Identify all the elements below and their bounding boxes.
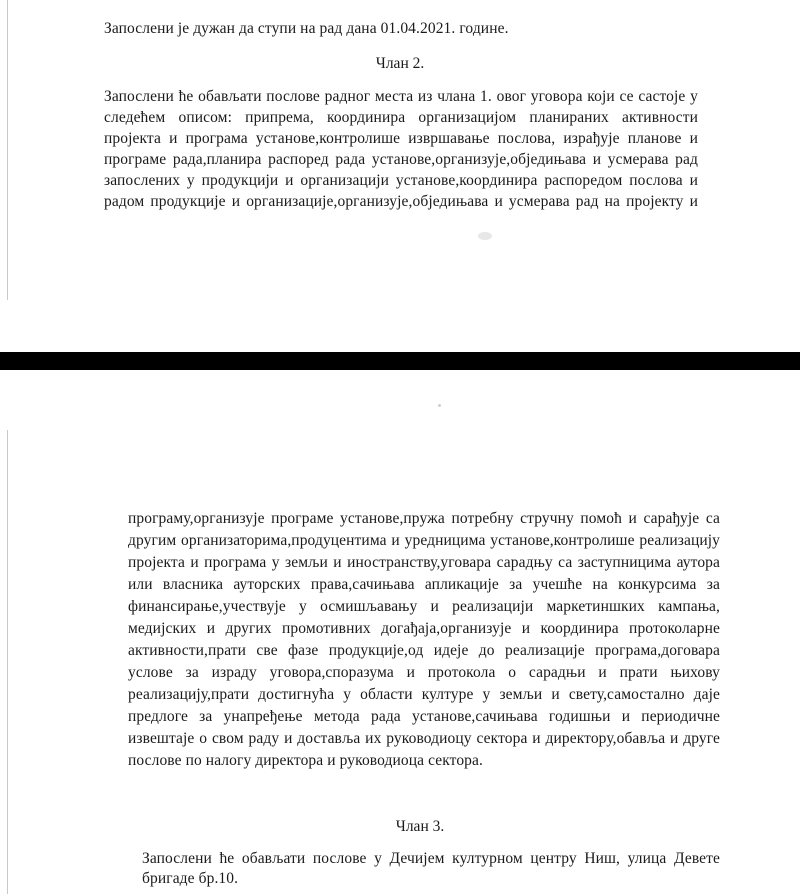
- closing-line: бригаде бр.10.: [142, 870, 239, 887]
- paragraph-line: финансирање,учествује у осмишљавању и реализацији маркетиншких кампања,: [128, 598, 720, 615]
- paragraph-line: предлоге за унапређење метода рада установе,сачињава годишњи и периодичне: [128, 708, 720, 725]
- paragraph-line: активности,прати све фазе продукције,од идеје до реализације програма,договара: [128, 642, 720, 659]
- page-edge-shadow: [7, 430, 8, 894]
- paragraph-line: другим организаторима,продуцентима и уредницима установе,контролише реализацију: [128, 532, 720, 549]
- article-2-heading: Члан 2.: [375, 55, 425, 72]
- paragraph-line: програме рада,планира распоред рада установе,организује,обједињава и усмерава рад: [104, 151, 698, 168]
- start-date-sentence: Запослени је дужан да ступи на рад дана 01.04.2021. године.: [104, 20, 509, 37]
- scan-artifact: [438, 404, 441, 407]
- page-separator: [0, 352, 800, 370]
- paragraph-line: или власника ауторских права,сачињава апликације за учешће на конкурсима за: [128, 576, 720, 593]
- paragraph-line: послове по налогу директора и руководиоца сектора.: [128, 752, 483, 769]
- paragraph-line: радом продукције и организације,организује,обједињава и усмерава рад на пројекту и: [104, 193, 698, 210]
- scan-artifact: [478, 232, 492, 240]
- paragraph-line: реализацију,прати достигнућа у области културе у земљи и свету,самостално даје: [128, 686, 720, 703]
- paragraph-line: програму,организује програме установе,пружа потребну стручну помоћ и сарађује са: [128, 510, 720, 527]
- page-edge-shadow: [7, 0, 8, 300]
- paragraph-line: Запослени ће обављати послове радног места из члана 1. овог уговора који се састоје у: [104, 88, 698, 105]
- paragraph-line: извештаје о свом раду и доставља их руководиоцу сектора и директору,обавља и друге: [128, 730, 720, 747]
- paragraph-line: пројекта и програма установе,контролише извршавање послова, израђује планове и: [104, 130, 698, 147]
- document-page-bottom: [0, 370, 800, 894]
- closing-line: Запослени ће обављати послове у Дечијем културном центру Ниш, улица Девете: [142, 850, 720, 867]
- paragraph-line: пројекта и програма у земљи и иностранству,уговара сарадњу са заступницима аутора: [128, 554, 720, 571]
- document-page-top: [0, 0, 800, 352]
- paragraph-line: медијских и других промотивних догађаја,организује и координира протоколарне: [128, 620, 720, 637]
- article-3-heading: Члан 3.: [395, 818, 445, 835]
- paragraph-line: следећем описом: припрема, координира организацијом планираних активности: [104, 109, 698, 126]
- paragraph-line: услове за израду уговора,споразума и протокола о сарадњи и прати њихову: [128, 664, 720, 681]
- paragraph-line: запослених у продукцији и организацији установе,координира распоредом послова и: [104, 172, 698, 189]
